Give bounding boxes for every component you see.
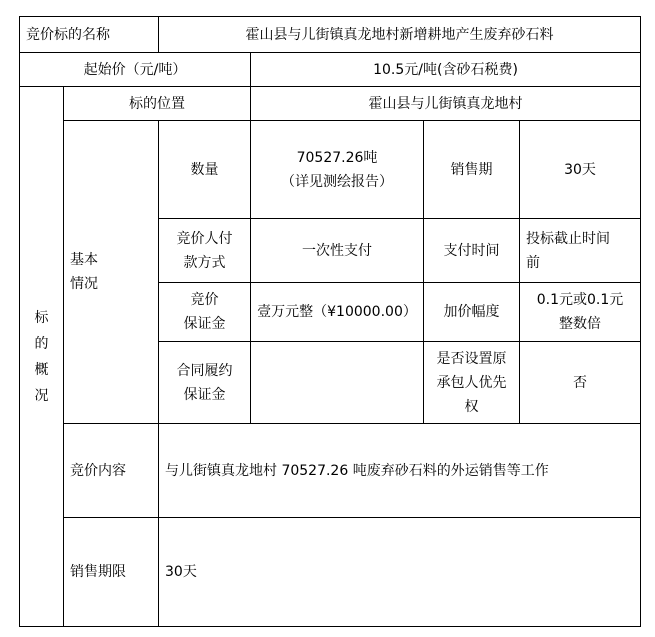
sales-period-value: 30天 <box>520 121 641 219</box>
priority-label <box>424 342 520 424</box>
overview-char: 概 <box>34 361 49 378</box>
payment-time-value <box>520 219 641 283</box>
payment-method-label-line: 竞价人付 <box>176 230 233 247</box>
payment-time-value-line: 投标截止时间 <box>526 230 610 247</box>
row-location <box>20 87 641 121</box>
payment-method-value: 一次性支付 <box>251 219 424 283</box>
performance-label-line: 合同履约 <box>176 362 233 379</box>
overview-label <box>20 87 64 627</box>
row-sales-limit <box>20 518 641 627</box>
performance-deposit-label <box>159 342 251 424</box>
deposit-value: 壹万元整（¥10000.00） <box>251 283 424 342</box>
bid-info-table <box>19 16 641 627</box>
payment-method-label <box>159 219 251 283</box>
overview-char: 况 <box>34 387 49 404</box>
increment-value <box>520 283 641 342</box>
sales-limit-value: 30天 <box>159 518 641 627</box>
row-name <box>20 17 641 53</box>
row-content <box>20 424 641 518</box>
basic-label-line: 基本 <box>70 252 98 268</box>
row-start-price <box>20 53 641 87</box>
increment-value-line: 0.1元或0.1元 <box>536 292 624 308</box>
deposit-label <box>159 283 251 342</box>
priority-label-line: 承包人优先 <box>436 374 507 391</box>
quantity-value-line: 70527.26吨 <box>296 149 378 166</box>
deposit-label-line: 竞价 <box>190 292 219 308</box>
row-quantity <box>20 121 641 219</box>
payment-method-label-line: 款方式 <box>183 254 226 271</box>
overview-char: 标 <box>34 309 49 326</box>
quantity-label: 数量 <box>159 121 251 219</box>
increment-value-line: 整数倍 <box>559 316 601 332</box>
quantity-value <box>251 121 424 219</box>
name-label: 竞价标的名称 <box>20 17 159 53</box>
basic-label-line: 情况 <box>70 276 98 292</box>
performance-label-line: 保证金 <box>183 386 226 403</box>
deposit-label-line: 保证金 <box>183 316 226 332</box>
basic-info-label <box>64 121 159 424</box>
content-label: 竞价内容 <box>64 424 159 518</box>
priority-label-line: 是否设置原 <box>436 350 507 367</box>
start-price-label: 起始价（元/吨） <box>20 53 251 87</box>
performance-deposit-value <box>251 342 424 424</box>
quantity-note: （详见测绘报告） <box>281 173 393 190</box>
location-label: 标的位置 <box>64 87 251 121</box>
name-value: 霍山县与儿街镇真龙地村新增耕地产生废弃砂石料 <box>159 17 641 53</box>
payment-time-label: 支付时间 <box>424 219 520 283</box>
location-value: 霍山县与儿街镇真龙地村 <box>251 87 641 121</box>
payment-time-value-line: 前 <box>526 254 540 271</box>
priority-label-line: 权 <box>464 398 479 415</box>
sales-period-label: 销售期 <box>424 121 520 219</box>
start-price-value: 10.5元/吨(含砂石税费) <box>251 53 641 87</box>
bid-info-table-container <box>19 16 641 627</box>
content-value: 与儿街镇真龙地村 70527.26 吨废弃砂石料的外运销售等工作 <box>159 424 641 518</box>
priority-value: 否 <box>520 342 641 424</box>
increment-label: 加价幅度 <box>424 283 520 342</box>
sales-limit-label: 销售期限 <box>64 518 159 627</box>
overview-char: 的 <box>34 335 49 352</box>
